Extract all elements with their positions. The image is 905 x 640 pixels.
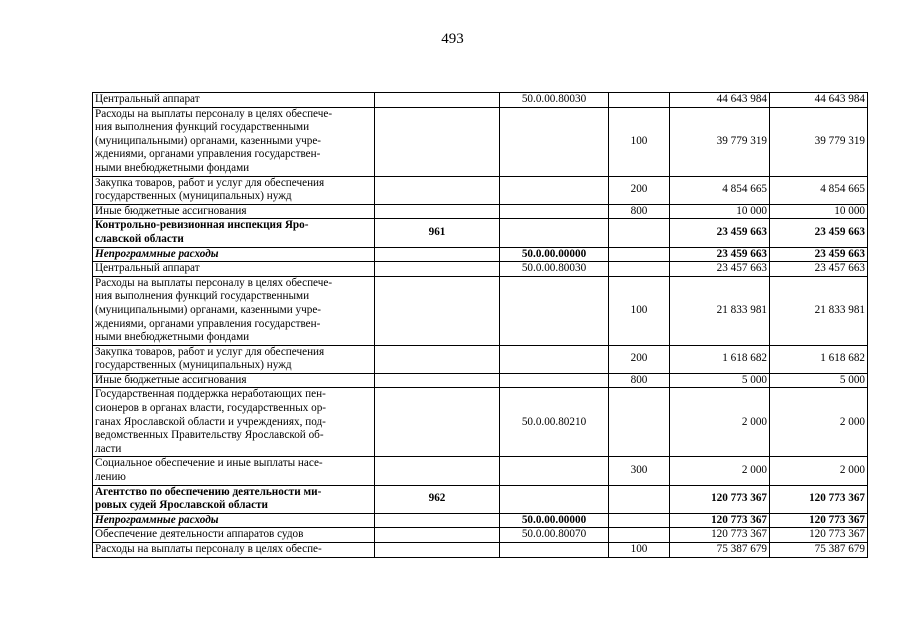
row-amount-year2-cell: 2 000 xyxy=(770,388,868,457)
row-target-article-cell xyxy=(500,457,609,485)
row-target-article-cell: 50.0.00.80030 xyxy=(500,262,609,277)
row-name-cell: Иные бюджетные ассигнования xyxy=(93,204,375,219)
table-row xyxy=(93,107,868,176)
row-target-article-cell xyxy=(500,107,609,176)
row-target-article-cell xyxy=(500,204,609,219)
table-row xyxy=(93,457,868,485)
table-row xyxy=(93,93,868,108)
row-target-article-cell xyxy=(500,176,609,204)
row-name-cell: Агентство по обеспечению деятельности ми- ровых судей Ярославской области xyxy=(93,485,375,513)
row-target-article-cell xyxy=(500,219,609,247)
row-amount-year2-cell: 21 833 981 xyxy=(770,276,868,345)
row-amount-year2-cell: 2 000 xyxy=(770,457,868,485)
table-row xyxy=(93,528,868,543)
row-department-code-cell xyxy=(375,528,500,543)
row-department-code-cell xyxy=(375,388,500,457)
row-amount-year2-cell: 5 000 xyxy=(770,373,868,388)
table-row xyxy=(93,204,868,219)
row-expense-type-cell: 800 xyxy=(609,204,670,219)
row-name-cell: Государственная поддержка неработающих пен- сионеров в органах власти, государственных ор- ганах Ярославской области и учреждениях, под- ведомственных Правительству Ярославской об- ласти xyxy=(93,388,375,457)
row-name-cell: Расходы на выплаты персоналу в целях обеспече- ния выполнения функций государственными (муниципальными) органами, казенными учре- ждениями, органами управления государствен- ными внебюджетными фондами xyxy=(93,276,375,345)
row-expense-type-cell: 100 xyxy=(609,107,670,176)
row-amount-year1-cell: 23 457 663 xyxy=(670,262,770,277)
row-amount-year2-cell: 44 643 984 xyxy=(770,93,868,108)
row-expense-type-cell xyxy=(609,247,670,262)
row-target-article-cell xyxy=(500,345,609,373)
row-target-article-cell: 50.0.00.00000 xyxy=(500,513,609,528)
row-amount-year2-cell: 1 618 682 xyxy=(770,345,868,373)
row-expense-type-cell: 200 xyxy=(609,176,670,204)
table-row xyxy=(93,485,868,513)
row-expense-type-cell: 200 xyxy=(609,345,670,373)
page-number: 493 xyxy=(441,31,464,47)
row-amount-year1-cell: 4 854 665 xyxy=(670,176,770,204)
row-expense-type-cell xyxy=(609,485,670,513)
row-department-code-cell xyxy=(375,513,500,528)
row-amount-year1-cell: 44 643 984 xyxy=(670,93,770,108)
row-name-cell: Обеспечение деятельности аппаратов судов xyxy=(93,528,375,543)
budget-table-body xyxy=(93,93,868,558)
row-department-code-cell xyxy=(375,93,500,108)
row-amount-year1-cell: 120 773 367 xyxy=(670,485,770,513)
table-row xyxy=(93,388,868,457)
table-row xyxy=(93,262,868,277)
row-department-code-cell xyxy=(375,247,500,262)
row-department-code-cell xyxy=(375,204,500,219)
row-target-article-cell: 50.0.00.80210 xyxy=(500,388,609,457)
table-row xyxy=(93,373,868,388)
row-amount-year1-cell: 21 833 981 xyxy=(670,276,770,345)
row-department-code-cell xyxy=(375,276,500,345)
row-department-code-cell: 962 xyxy=(375,485,500,513)
row-name-cell: Закупка товаров, работ и услуг для обеспечения государственных (муниципальных) нужд xyxy=(93,345,375,373)
row-target-article-cell xyxy=(500,276,609,345)
row-name-cell: Контрольно-ревизионная инспекция Яро- славской области xyxy=(93,219,375,247)
row-target-article-cell: 50.0.00.80030 xyxy=(500,93,609,108)
row-expense-type-cell xyxy=(609,93,670,108)
row-name-cell: Непрограммные расходы xyxy=(93,513,375,528)
table-row xyxy=(93,247,868,262)
row-amount-year1-cell: 5 000 xyxy=(670,373,770,388)
row-expense-type-cell xyxy=(609,219,670,247)
row-expense-type-cell xyxy=(609,513,670,528)
row-amount-year2-cell: 23 457 663 xyxy=(770,262,868,277)
row-department-code-cell xyxy=(375,262,500,277)
row-target-article-cell: 50.0.00.80070 xyxy=(500,528,609,543)
table-row xyxy=(93,345,868,373)
table-row xyxy=(93,543,868,558)
row-name-cell: Непрограммные расходы xyxy=(93,247,375,262)
row-name-cell: Закупка товаров, работ и услуг для обеспечения государственных (муниципальных) нужд xyxy=(93,176,375,204)
table-row xyxy=(93,513,868,528)
row-amount-year2-cell: 75 387 679 xyxy=(770,543,868,558)
row-amount-year1-cell: 10 000 xyxy=(670,204,770,219)
table-row xyxy=(93,276,868,345)
row-expense-type-cell xyxy=(609,528,670,543)
row-department-code-cell xyxy=(375,543,500,558)
row-expense-type-cell: 100 xyxy=(609,543,670,558)
row-amount-year2-cell: 39 779 319 xyxy=(770,107,868,176)
row-expense-type-cell: 300 xyxy=(609,457,670,485)
row-expense-type-cell xyxy=(609,388,670,457)
row-name-cell: Иные бюджетные ассигнования xyxy=(93,373,375,388)
row-amount-year1-cell: 120 773 367 xyxy=(670,513,770,528)
row-expense-type-cell xyxy=(609,262,670,277)
row-amount-year2-cell: 120 773 367 xyxy=(770,528,868,543)
row-name-cell: Расходы на выплаты персоналу в целях обеспе- xyxy=(93,543,375,558)
row-amount-year1-cell: 23 459 663 xyxy=(670,219,770,247)
row-expense-type-cell: 800 xyxy=(609,373,670,388)
row-name-cell: Центральный аппарат xyxy=(93,262,375,277)
row-department-code-cell xyxy=(375,373,500,388)
row-expense-type-cell: 100 xyxy=(609,276,670,345)
row-name-cell: Расходы на выплаты персоналу в целях обеспече- ния выполнения функций государственными (муниципальными) органами, казенными учре- ждениями, органами управления государствен- ными внебюджетными фондами xyxy=(93,107,375,176)
row-target-article-cell xyxy=(500,543,609,558)
row-department-code-cell: 961 xyxy=(375,219,500,247)
row-department-code-cell xyxy=(375,176,500,204)
row-target-article-cell: 50.0.00.00000 xyxy=(500,247,609,262)
row-amount-year1-cell: 1 618 682 xyxy=(670,345,770,373)
row-amount-year2-cell: 23 459 663 xyxy=(770,219,868,247)
row-name-cell: Центральный аппарат xyxy=(93,93,375,108)
budget-table xyxy=(92,92,868,558)
row-amount-year1-cell: 39 779 319 xyxy=(670,107,770,176)
row-amount-year1-cell: 2 000 xyxy=(670,457,770,485)
table-row xyxy=(93,219,868,247)
row-department-code-cell xyxy=(375,345,500,373)
row-amount-year2-cell: 120 773 367 xyxy=(770,485,868,513)
table-row xyxy=(93,176,868,204)
row-department-code-cell xyxy=(375,457,500,485)
row-department-code-cell xyxy=(375,107,500,176)
row-amount-year2-cell: 120 773 367 xyxy=(770,513,868,528)
row-amount-year2-cell: 4 854 665 xyxy=(770,176,868,204)
row-name-cell: Социальное обеспечение и иные выплаты насе- лению xyxy=(93,457,375,485)
row-amount-year1-cell: 23 459 663 xyxy=(670,247,770,262)
row-amount-year1-cell: 2 000 xyxy=(670,388,770,457)
row-amount-year1-cell: 120 773 367 xyxy=(670,528,770,543)
row-amount-year2-cell: 10 000 xyxy=(770,204,868,219)
row-target-article-cell xyxy=(500,373,609,388)
row-amount-year1-cell: 75 387 679 xyxy=(670,543,770,558)
row-amount-year2-cell: 23 459 663 xyxy=(770,247,868,262)
row-target-article-cell xyxy=(500,485,609,513)
